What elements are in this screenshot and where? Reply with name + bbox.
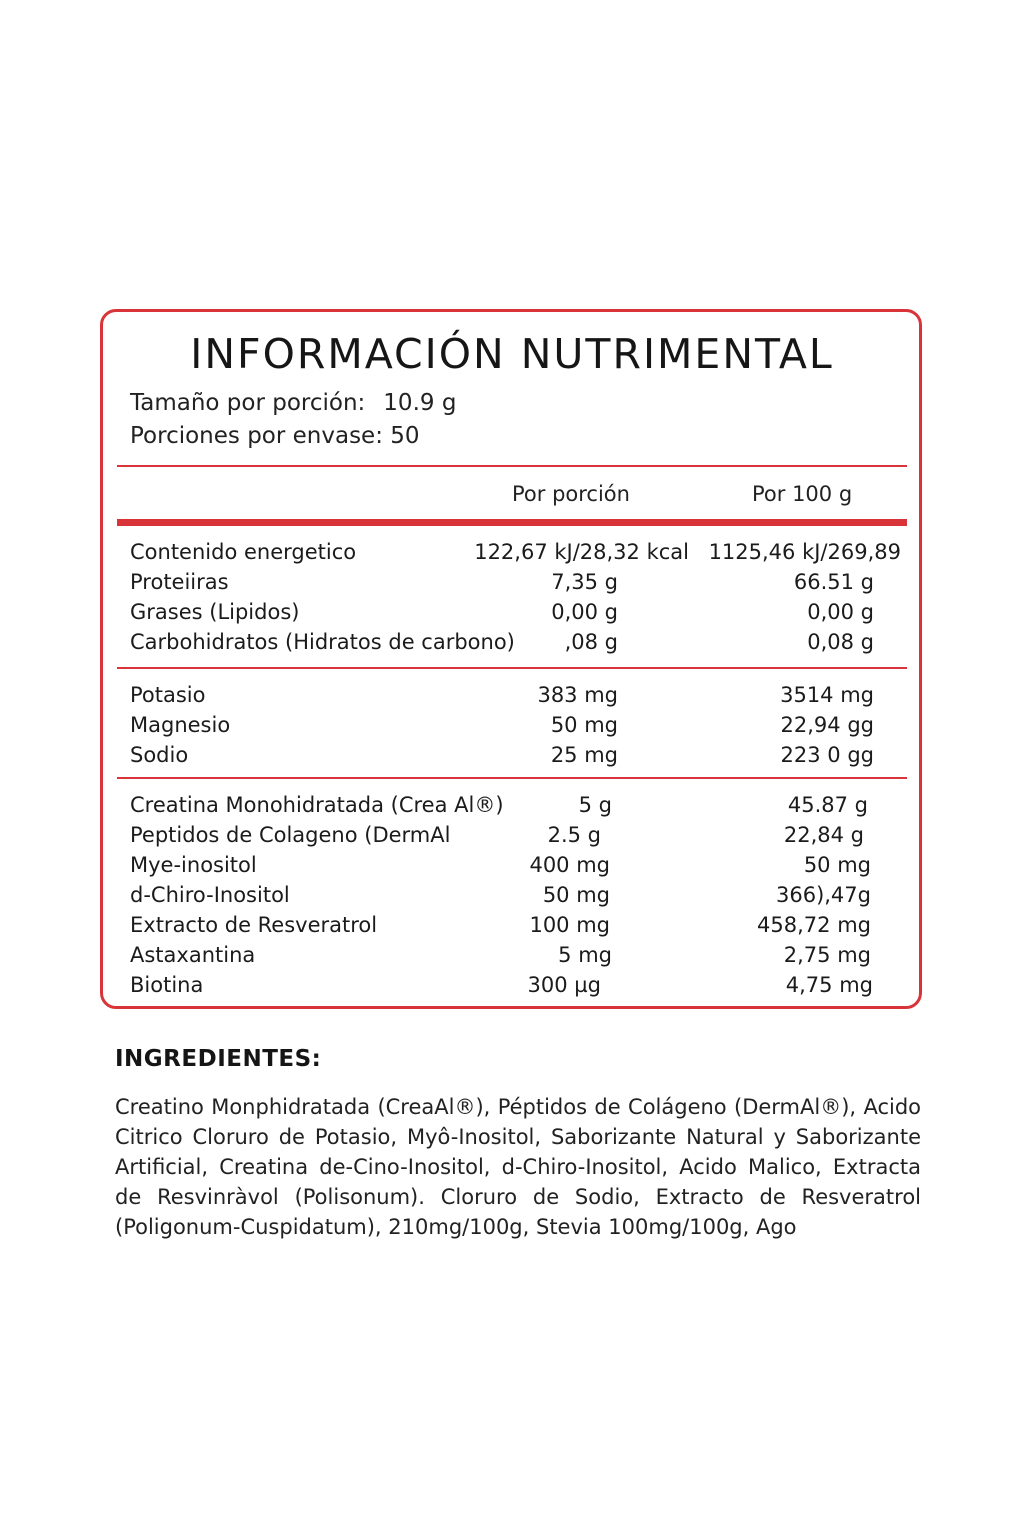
nutrient-name: Mye-inositol	[130, 853, 257, 877]
nutrient-name: Astaxantina	[130, 943, 256, 967]
nutrient-name: Biotina	[130, 973, 204, 997]
table-row	[0, 713, 1024, 743]
table-row	[0, 973, 1024, 1003]
nutrient-name: Potasio	[130, 683, 206, 707]
header-divider	[117, 519, 907, 526]
table-row	[0, 883, 1024, 913]
per-100g-value: 0,08 g	[807, 630, 874, 654]
per-serving-value: 50 mg	[542, 883, 610, 907]
per-100g-value: 66.51 g	[793, 570, 874, 594]
serving-size-label: Tamaño por porción:	[130, 390, 366, 416]
nutrient-name: Contenido energetico	[130, 540, 357, 564]
servings-per-container	[130, 423, 420, 449]
per-serving-value: 400 mg	[529, 853, 610, 877]
nutrient-name: Peptidos de Colageno (DermAl	[130, 823, 451, 847]
serving-size	[130, 390, 456, 416]
per-serving-value: 0,00 g	[551, 600, 618, 624]
nutrition-title: INFORMACIÓN NUTRIMENTAL	[190, 330, 834, 378]
per-serving-value: 5 g	[578, 793, 612, 817]
per-100g-value: 50 mg	[803, 853, 871, 877]
nutrient-name: Carbohidratos (Hidratos de carbono)	[130, 630, 515, 654]
table-row	[0, 793, 1024, 823]
per-serving-value: 100 mg	[529, 913, 610, 937]
table-row	[0, 853, 1024, 883]
per-100g-value: 4,75 mg	[785, 973, 873, 997]
ingredients-heading: INGREDIENTES:	[115, 1046, 322, 1072]
per-serving-value: 25 mg	[550, 743, 618, 767]
table-row	[0, 600, 1024, 630]
table-row	[0, 570, 1024, 600]
table-row	[0, 630, 1024, 660]
nutrient-name: d-Chiro-Inositol	[130, 883, 290, 907]
per-100g-value: 1125,46 kJ/269,89	[708, 540, 901, 564]
per-100g-value: 22,84 g	[783, 823, 864, 847]
nutrient-name: Grases (Lipidos)	[130, 600, 300, 624]
per-serving-value: 122,67 kJ/28,32 kcal	[474, 540, 689, 564]
per-serving-value: 7,35 g	[551, 570, 618, 594]
per-serving-value: ,08 g	[564, 630, 618, 654]
per-serving-value: 5 mg	[558, 943, 612, 967]
ingredients-text: Creatino Monphidratada (CreaAl®), Péptidos de Colágeno (DermAl®), Acido Citrico Cloruro de Potasio, Myô-Inositol, Saborizante Natural y Saborizante Artificial, Creatina de-Cino-Inositol, d-Chiro-Inositol, Acido Malico, Extracta de Resvinràvol (Polisonum). Cloruro de Sodio, Extracto de Resveratrol (Poligonum-Cuspidatum), 210mg/100g, Stevia 100mg/100g, Ago	[115, 1095, 921, 1239]
per-100g-value: 0,00 g	[807, 600, 874, 624]
serving-size-value: 10.9 g	[383, 390, 457, 416]
nutrient-name: Magnesio	[130, 713, 231, 737]
divider	[117, 465, 907, 467]
per-serving-value: 2.5 g	[547, 823, 601, 847]
nutrient-name: Sodio	[130, 743, 189, 767]
table-row	[0, 743, 1024, 773]
column-header-per-100g: Por 100 g	[752, 482, 853, 506]
per-100g-value: 22,94 gg	[780, 713, 874, 737]
table-row	[0, 540, 1024, 570]
table-row	[0, 683, 1024, 713]
column-header-per-serving: Por porción	[512, 482, 630, 506]
per-100g-value: 458,72 mg	[757, 913, 871, 937]
divider	[117, 777, 907, 779]
table-row	[0, 943, 1024, 973]
per-100g-value: 3514 mg	[780, 683, 874, 707]
divider	[117, 667, 907, 669]
per-100g-value: 223 0 gg	[780, 743, 874, 767]
nutrient-name: Proteiiras	[130, 570, 229, 594]
per-serving-value: 383 mg	[537, 683, 618, 707]
per-100g-value: 45.87 g	[787, 793, 868, 817]
servings-per-container-label: Porciones por envase:	[130, 423, 383, 449]
per-serving-value: 50 mg	[550, 713, 618, 737]
per-serving-value: 300 µg	[527, 973, 601, 997]
table-row	[0, 823, 1024, 853]
nutrient-name: Extracto de Resveratrol	[130, 913, 378, 937]
nutrient-name: Creatina Monohidratada (Crea Al®)	[130, 793, 504, 817]
per-100g-value: 366),47g	[775, 883, 871, 907]
servings-per-container-value: 50	[390, 423, 420, 449]
per-100g-value: 2,75 mg	[783, 943, 871, 967]
table-row	[0, 913, 1024, 943]
